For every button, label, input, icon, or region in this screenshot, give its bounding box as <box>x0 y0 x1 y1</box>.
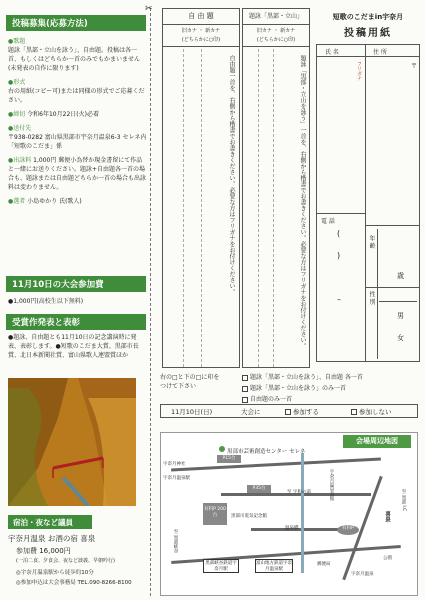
scissors-icon: ✂ <box>145 4 153 14</box>
map-label: 宇奈月温泉駅 <box>163 476 190 481</box>
age-label: 年 齢 <box>368 235 375 249</box>
circle-note: (どちらかに○印) <box>256 37 296 43</box>
map-label: 宇奈月神社 <box>163 462 186 467</box>
item-text: 1,000円 郵便小為替か現金書留にて作品と一緒にお送りください。題詠+自由題各一首の場合も、題詠または自由題どちらか一首の場合も出詠料は変わりません。 <box>8 157 147 191</box>
contact-note: ◎参加申込は大会事務局 TEL.090-8266-8100 <box>16 580 132 586</box>
check-instruction: 右の□と下の□に印をつけて下さい <box>160 374 220 390</box>
sex-male[interactable]: 男 <box>397 312 404 320</box>
attendance-row <box>160 404 418 418</box>
fee-heading: 11月10日の大会参加費 <box>6 276 146 292</box>
writing-line <box>183 49 184 367</box>
sex-female[interactable]: 女 <box>397 334 404 342</box>
opt1-checkbox[interactable] <box>242 375 248 381</box>
name-field[interactable] <box>319 59 363 209</box>
map-label: 喜泉 <box>384 511 390 522</box>
item-label: ●送付先 <box>8 125 32 132</box>
writing-line <box>273 49 274 367</box>
entry-form: 氏 名 住 所 フリガナ 〒 電 話 ( ) – 年 齢 歳 性 別 男 女 <box>316 44 420 362</box>
map-label: 至 宇和の湯 <box>287 490 311 495</box>
map-label: 宇奈月温泉 <box>351 572 374 577</box>
access-note: ◎宇奈月温泉駅から徒歩約10分 <box>16 570 94 576</box>
no-attend-checkbox[interactable] <box>351 409 357 415</box>
circle-note: (どちらかに○印) <box>181 37 221 43</box>
item-text: 右の用紙(コピー可)または同様の形式でご応募ください。 <box>8 88 145 104</box>
free-topic-box <box>162 8 240 368</box>
age-unit: 歳 <box>397 272 404 280</box>
theme-title: 題詠「黒部・立山」 <box>243 9 309 25</box>
age-field[interactable] <box>379 229 417 285</box>
venue-marker <box>219 446 225 452</box>
free-title: 自 由 題 <box>163 9 239 25</box>
map-label: 温泉橋 <box>285 526 299 531</box>
address-label: 住 所 <box>373 49 387 56</box>
address-field[interactable] <box>367 59 417 219</box>
opt2-checkbox[interactable] <box>242 386 248 392</box>
attend-checkbox[interactable] <box>285 409 291 415</box>
map-label: 至 黒部 I.C <box>401 489 406 512</box>
venue-label: 黒部市芸術創造センター セレネ <box>227 449 306 455</box>
map-label: 公園 <box>383 556 392 561</box>
road <box>171 458 381 472</box>
map-label: 有料P <box>337 525 359 535</box>
hotel-name: 宇奈月温泉 お酒の宿 喜泉 <box>8 534 96 543</box>
event-date: 11月10日(日) <box>171 408 213 416</box>
name-label: 氏 名 <box>325 49 339 56</box>
area-map <box>160 432 418 596</box>
item-label: ●歌題 <box>8 38 26 45</box>
lodging-price-note: (一泊二食、夕食会、夜など談義、早朝吟行) <box>16 558 115 564</box>
zip-mark: 〒 <box>411 63 418 70</box>
fee-text: ●1,000円(高校生以下無料) <box>8 298 84 305</box>
map-title: 会場周辺地図 <box>343 435 411 448</box>
no-attend-label: 参加しない <box>359 408 392 416</box>
map-label: 郵便局 <box>317 562 331 567</box>
map-label: 至 黒部峡谷 <box>173 529 178 553</box>
opt1-label: 題詠「黒部・立山を詠う」、自由題 各一首 <box>250 374 363 381</box>
writing-line <box>201 49 202 367</box>
recruit-body <box>8 37 148 277</box>
lodging-heading: 宿泊・夜など議員 <box>8 515 92 529</box>
kana-label: 旧カナ ・ 新カナ <box>256 28 296 34</box>
river <box>301 453 304 573</box>
item-label: ●選者 <box>8 198 26 205</box>
opt3-checkbox[interactable] <box>242 397 248 403</box>
free-instructions: 自由題一首を、右側から楷書でお書きください。必要な方はフリガナをお付けください。 <box>228 55 235 295</box>
attend-label: 参加する <box>293 408 319 416</box>
gorge-photo <box>8 378 136 506</box>
furigana-label: フリガナ <box>356 61 362 81</box>
map-label: P15台 <box>217 455 241 463</box>
lodging-price: 参加費 16,000円 <box>16 547 71 555</box>
theme-instructions: 題詠「黒部・立山を詠う」一首を、右側から楷書でお書きください。必要な方はフリガナをお付けください。 <box>299 55 306 349</box>
item-text: 〒938-0282 富山県黒部市宇奈月温泉6-3 セレネ内「短歌のこだま」係 <box>8 134 147 150</box>
cut-line <box>150 8 151 596</box>
opt2-label: 題詠「黒部・立山を詠う」のみ一首 <box>250 385 347 392</box>
map-label: 宇奈月温泉会館 <box>329 469 334 501</box>
map-label: 富山地方鉄道宇奈月温泉駅 <box>256 561 292 572</box>
recruit-heading: 投稿募集(応募方法) <box>6 15 146 31</box>
item-label: ●形式 <box>8 79 26 86</box>
form-subtitle: 短歌のこだまin宇奈月 <box>332 13 404 21</box>
map-label: 有料P 200台 <box>203 503 227 525</box>
item-label: ●締切 <box>8 111 26 118</box>
item-text: 令和6年10月22日(火)必着 <box>27 111 99 118</box>
form-title: 投稿用紙 <box>344 28 392 39</box>
award-heading: 受賞作発表と表彰 <box>6 314 146 330</box>
item-text: 題詠「黒部・立山を詠う」、自由題。投稿は各一首、もしくはどちらか一首のみでもかまいません(未発表の自作に限ります) <box>8 47 141 72</box>
phone-field[interactable] <box>319 225 363 355</box>
map-label: P35台 <box>247 485 271 493</box>
sex-label: 性 別 <box>368 291 375 305</box>
theme-topic-box <box>242 8 310 368</box>
kana-label: 旧カナ ・ 新カナ <box>181 28 221 34</box>
award-text: ●題詠、自由題とも11月10日の記念講演時に発表、表彰します。●短歌のこだま大賞、黒部市長賞、北日本新聞社賞、富山県歌人連盟賞ほか <box>8 334 139 359</box>
taikai-label: 大会に <box>241 408 261 416</box>
phone-label: 電 話 <box>321 218 335 225</box>
opt3-label: 自由題のみ一首 <box>250 396 293 403</box>
item-text: 小島ゆかり 氏(歌人) <box>27 198 82 205</box>
gorge-illustration <box>8 378 136 506</box>
map-label: 黒部川電気記念館 <box>231 514 267 519</box>
item-label: ●出詠料 <box>8 157 32 164</box>
writing-line <box>258 49 259 367</box>
map-label: 黒部峡谷鉄道宇奈月駅 <box>203 559 239 573</box>
